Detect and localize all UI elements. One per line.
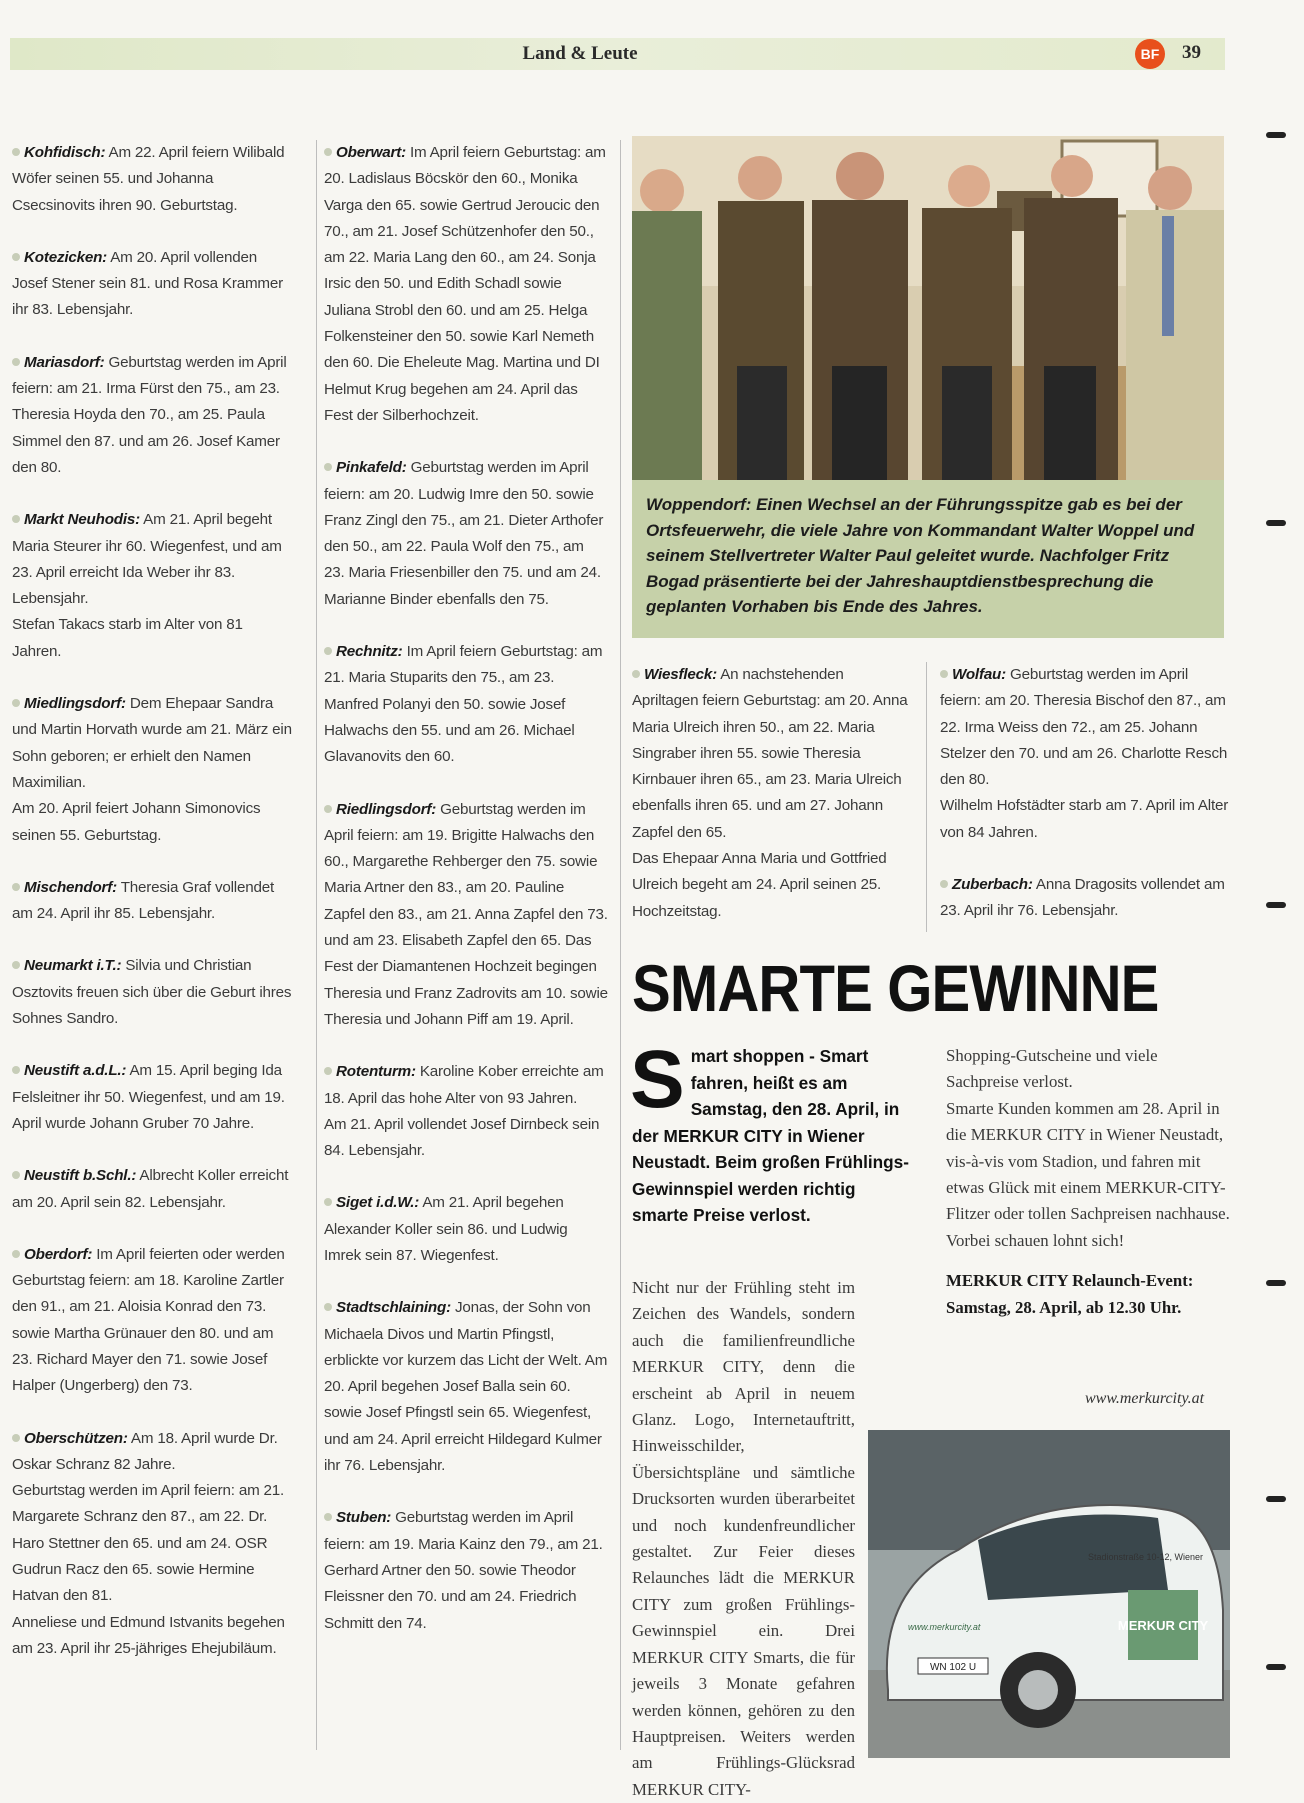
news-text: Albrecht Koller erreicht am 20. April sein 82. Lebensjahr. [12,1167,289,1211]
ad-body-right-text-2: Smarte Kunden kommen am 28. April in die MERKUR CITY in Wiener Neustadt, vis-à-vis vom Stadion, und fahren mit etwas Glück mit einem MERKUR-CITY-Flitzer oder tollen Sachpreisen nachhause. Vorbei schauen lohnt sich! [946,1098,1230,1250]
column-divider [316,140,317,1750]
dropcap: S [630,1034,685,1125]
car-sign: MERKUR CITY [1117,1618,1209,1633]
news-item [324,797,608,1034]
news-text: Geburtstag werden im April feiern: am 19. Maria Kainz den 79., am 21. Gerhard Artner den 50. sowie Theodor Fleissner den 70. und am 24. Friedrich Schmitt den 74. [324,1509,603,1632]
ad-body-right-text: Shopping-Gutscheine und viele Sachpreise verlost. [946,1046,1158,1092]
bullet-icon [12,148,20,156]
license-plate: WN 102 U [929,1662,977,1673]
ad-lead [630,1034,915,1229]
ad-url: www.merkurcity.at [1085,1390,1205,1407]
car-address-text: Stadionstraße 10-12, Wiener [1088,1552,1204,1562]
section-title: Land & Leute [522,43,638,64]
place-name: Pinkafeld: [336,459,407,477]
bullet-icon [12,1250,20,1258]
bullet-icon [324,1067,332,1075]
news-text-continued: Am 21. April vollendet Josef Dirnbeck sein 84. Lebensjahr. [324,1115,600,1160]
news-item [12,953,292,1032]
bullet-icon [324,148,332,156]
news-item [324,1190,608,1269]
page-number: 39 [1182,42,1201,63]
place-name: Mischendorf: [24,878,117,896]
news-text: Am 21. April begeht Maria Steurer ihr 60. Wiegenfest, und am 23. April erreicht Ida Weber ihr 83. Lebensjahr. [12,511,282,608]
bullet-icon [940,880,948,888]
news-item [940,662,1230,846]
margin-mark [1266,1280,1286,1286]
news-text: Geburtstag werden im April feiern: am 20. Ludwig Imre den 50. sowie Franz Zingl den 75., am 21. Dieter Arthofer den 50., am 22. Paula Wolf den 75., am 23. Maria Friesenbiller den 75. und am 24. Marianne Binder ebenfalls den 75. [324,459,604,608]
ad-body-right [946,1043,1230,1321]
place-name: Kotezicken: [24,248,108,266]
news-item [324,140,608,429]
bullet-icon [324,805,332,813]
news-text-continued: Geburtstag werden im April feiern: am 21. Margarete Schranz den 87., am 22. Dr. Haro Stettner den 65. und am 24. OSR Gudrun Racz den 65. sowie Hermine Hatvan den 81. [12,1482,285,1605]
news-item [12,875,292,928]
news-text: Im April feiern Geburtstag: am 20. Ladislaus Böcskör den 60., Monika Varga den 65. sowie Gertrud Jeroucic den 70., am 21. Josef Schützenhofer den 50., am 22. Maria Lang den 60., am 24. Sonja Irsic den 50. und Edith Schadl sowie Juliana Strobl den 60. und am 25. Helga Folkensteiner den 50. sowie Karl Nemeth den 60. Die Eheleute Mag. Martina und DI Helmut Krug begehen am 24. April das Fest der Silberhochzeit. [324,144,606,424]
bullet-icon [12,883,20,891]
column-4 [940,662,1230,951]
news-text-continued: Am 20. April feiert Johann Simonovics seinen 55. Geburtstag. [12,800,261,844]
place-name: Oberwart: [336,144,406,161]
ad-event: MERKUR CITY Relaunch-Event: Samstag, 28. April, ab 12.30 Uhr. [946,1271,1194,1317]
place-name: Stuben: [336,1509,392,1527]
bullet-icon [12,1066,20,1074]
bullet-icon [940,670,948,678]
news-text-continued: Wilhelm Hofstädter starb am 7. April im Alter von 84 Jahren. [940,797,1229,841]
bullet-icon [12,515,20,523]
news-item [632,662,912,925]
place-name: Neustift b.Schl.: [24,1167,137,1185]
news-text: Im April feiern Geburtstag: am 21. Maria Stuparits den 75., am 23. Manfred Polanyi den 50. sowie Josef Halwachs den 55. und am 26. Michael Glavanovits den 60. [324,643,603,766]
page-header [10,38,1225,70]
place-name: Kohfidisch: [24,144,106,161]
news-item [940,872,1230,925]
news-item [12,1058,292,1137]
place-name: Wiesfleck: [644,666,717,683]
news-text: Anna Dragosits vollendet am 23. April ihr 76. Lebensjahr. [940,876,1225,920]
place-name: Zuberbach: [952,876,1033,894]
news-text-continued: Anneliese und Edmund Istvanits begehen am 23. April ihr 25-jähriges Ehejubiläum. [12,1613,285,1657]
fire-brigade-photo [632,136,1224,480]
news-item [324,639,608,770]
news-text: An nachstehenden Apriltagen feiern Geburtstag: am 20. Anna Maria Ulreich ihren 50., am 22. Maria Singraber ihren 55. sowie Theresia Kirnbauer ihren 65., am 23. Maria Ulreich ebenfalls ihren 65. und am 27. Johann Zapfel den 65. [632,666,908,841]
place-name: Oberschützen: [24,1429,128,1447]
news-text: Im April feierten oder werden Geburtstag feiern: am 18. Karoline Zartler den 91., am 21. Aloisia Konrad den 73. sowie Martha Grünauer den 80. und am 23. Richard Mayer den 71. sowie Josef Halper (Ungerberg) den 73. [12,1245,285,1395]
column-1 [12,140,292,1688]
news-item [12,350,292,481]
news-text: Am 15. April beging Ida Felsleitner ihr 50. Wiegenfest, und am 19. April wurde Johann Gruber 70 Jahre. [12,1062,285,1132]
margin-mark [1266,520,1286,526]
news-text: Geburtstag werden im April feiern: am 20. Theresia Bischof den 87., am 22. Irma Weiss den 72., am 25. Johann Stelzer den 70. und am 26. Charlotte Resch den 80. [940,666,1228,789]
place-name: Stadtschlaining: [336,1299,451,1317]
place-name: Oberdorf: [24,1245,93,1263]
news-text: Am 22. April feiern Wilibald Wöfer seinen 55. und Johanna Csecsinovits ihren 90. Geburtstag. [12,144,285,214]
bullet-icon [632,670,640,678]
place-name: Miedlingsdorf: [24,695,126,713]
ad-body-left [632,1275,855,1803]
bullet-icon [12,1171,20,1179]
news-item [12,507,292,665]
place-name: Neumarkt i.T.: [24,957,122,975]
news-text: Silvia und Christian Osztovits freuen sich über die Geburt ihres Sohnes Sandro. [12,957,292,1028]
place-name: Rotenturm: [336,1063,416,1081]
place-name: Rechnitz: [336,643,403,661]
column-2 [324,140,608,1663]
news-text: Am 20. April vollenden Josef Stener sein 81. und Rosa Krammer ihr 83. Lebensjahr. [12,248,283,319]
bullet-icon [12,699,20,707]
bullet-icon [324,1513,332,1521]
news-text: Am 18. April wurde Dr. Oskar Schranz 82 Jahre. [12,1429,278,1473]
news-text-continued: Das Ehepaar Anna Maria und Gottfried Ulreich begeht am 24. April seinen 25. Hochzeitstag. [632,850,887,920]
news-text: Jonas, der Sohn von Michaela Divos und Martin Pfingstl, erblickte vor kurzem das Licht der Welt. Am 20. April begehen Josef Balla sein 60. sowie Josef Pfingstl sein 65. Wiegenfest, und am 24. April erreicht Hildegard Kulmer ihr 76. Lebensjahr. [324,1299,608,1475]
bullet-icon [324,1303,332,1311]
margin-mark [1266,132,1286,138]
column-3 [632,662,912,951]
ad-body-left-text: Nicht nur der Frühling steht im Zeichen des Wandels, sondern auch die familienfreundliche MERKUR CITY, denn die erscheint ab April in neuem Glanz. Logo, Internetauftritt, Hinweisschilder, Übersichtspläne und sämtliche Drucksorten wurden überarbeitet und noch kundenfreundlicher gestaltet. Zur Feier dieses Relaunches lädt die MERKUR CITY zum großen Frühlings-Gewinnspiel ein. Drei MERKUR CITY Smarts, die für jeweils 3 Monate gefahren werden können, gehören zu den Hauptpreisen. Weiters werden am Frühlings-Glücksrad MERKUR CITY- [632,1278,855,1799]
photo-caption: Woppendorf: Einen Wechsel an der Führungsspitze gab es bei der Ortsfeuerwehr, die viele Jahre von Kommandant Walter Woppel und seinem Stellvertreter Walter Paul geleitet wurde. Nachfolger Fritz Bogad präsentierte bei der Jahreshauptdienstbesprechung die geplanten Vorhaben bis Ende des Jahres. [632,480,1224,638]
news-text: Geburtstag werden im April feiern: am 19. Brigitte Halwachs den 60., Margarethe Rehberger den 75. sowie Maria Artner den 83., am 20. Pauline Zapfel den 83., am 21. Anna Zapfel den 73. und am 23. Elisabeth Zapfel den 65. Das Fest der Diamantenen Hochzeit begingen Theresia und Franz Zadrovits am 10. sowie Theresia und Johann Piff am 19. April. [324,800,608,1028]
ad-headline: SMARTE GEWINNE [632,951,1159,1025]
place-name: Siget i.d.W.: [336,1194,420,1212]
place-name: Mariasdorf: [24,353,105,371]
bullet-icon [324,1198,332,1206]
news-text: Geburtstag werden im April feiern: am 21. Irma Fürst den 75., am 23. Theresia Hoyda den 70., am 25. Paula Simmel den 87. und am 26. Josef Kamer den 80. [12,353,287,476]
place-name: Riedlingsdorf: [336,800,437,818]
news-item [12,1426,292,1663]
smart-car-photo [868,1430,1230,1758]
news-item [12,1242,292,1400]
publication-logo: BF [1135,39,1165,69]
news-item [12,691,292,849]
car-url-text: www.merkurcity.at [908,1622,981,1632]
column-divider [620,140,621,1750]
column-divider [926,662,927,932]
bullet-icon [324,647,332,655]
news-item [12,140,292,219]
margin-mark [1266,1664,1286,1670]
news-item [324,455,608,613]
news-text: Karoline Kober erreichte am 18. April das hohe Alter von 93 Jahren. [324,1063,604,1107]
news-item [324,1059,608,1164]
margin-mark [1266,902,1286,908]
bullet-icon [12,1434,20,1442]
news-item [12,245,292,324]
place-name: Neustift a.d.L.: [24,1062,127,1080]
news-text-continued: Stefan Takacs starb im Alter von 81 Jahren. [12,616,243,660]
news-text: Dem Ehepaar Sandra und Martin Horvath wurde am 21. März ein Sohn geboren; er erhielt den Namen Maximilian. [12,695,292,791]
bullet-icon [12,961,20,969]
ad-lead-text: mart shoppen - Smart fahren, heißt es am Samstag, den 28. April, in der MERKUR CITY in Wiener Neustadt. Beim großen Frühlings-Gewinnspiel werden richtig smarte Preise verlost. [632,1046,909,1225]
news-text: Am 21. April begehen Alexander Koller sein 86. und Ludwig Imrek sein 87. Wiegenfest. [324,1194,568,1264]
news-item [324,1505,608,1636]
place-name: Markt Neuhodis: [24,511,140,529]
news-item [324,1295,608,1479]
bullet-icon [12,358,20,366]
margin-mark [1266,1496,1286,1502]
bullet-icon [324,463,332,471]
news-item [12,1163,292,1216]
news-text: Theresia Graf vollendet am 24. April ihr 85. Lebensjahr. [12,878,274,923]
bullet-icon [12,253,20,261]
place-name: Wolfau: [952,666,1006,683]
